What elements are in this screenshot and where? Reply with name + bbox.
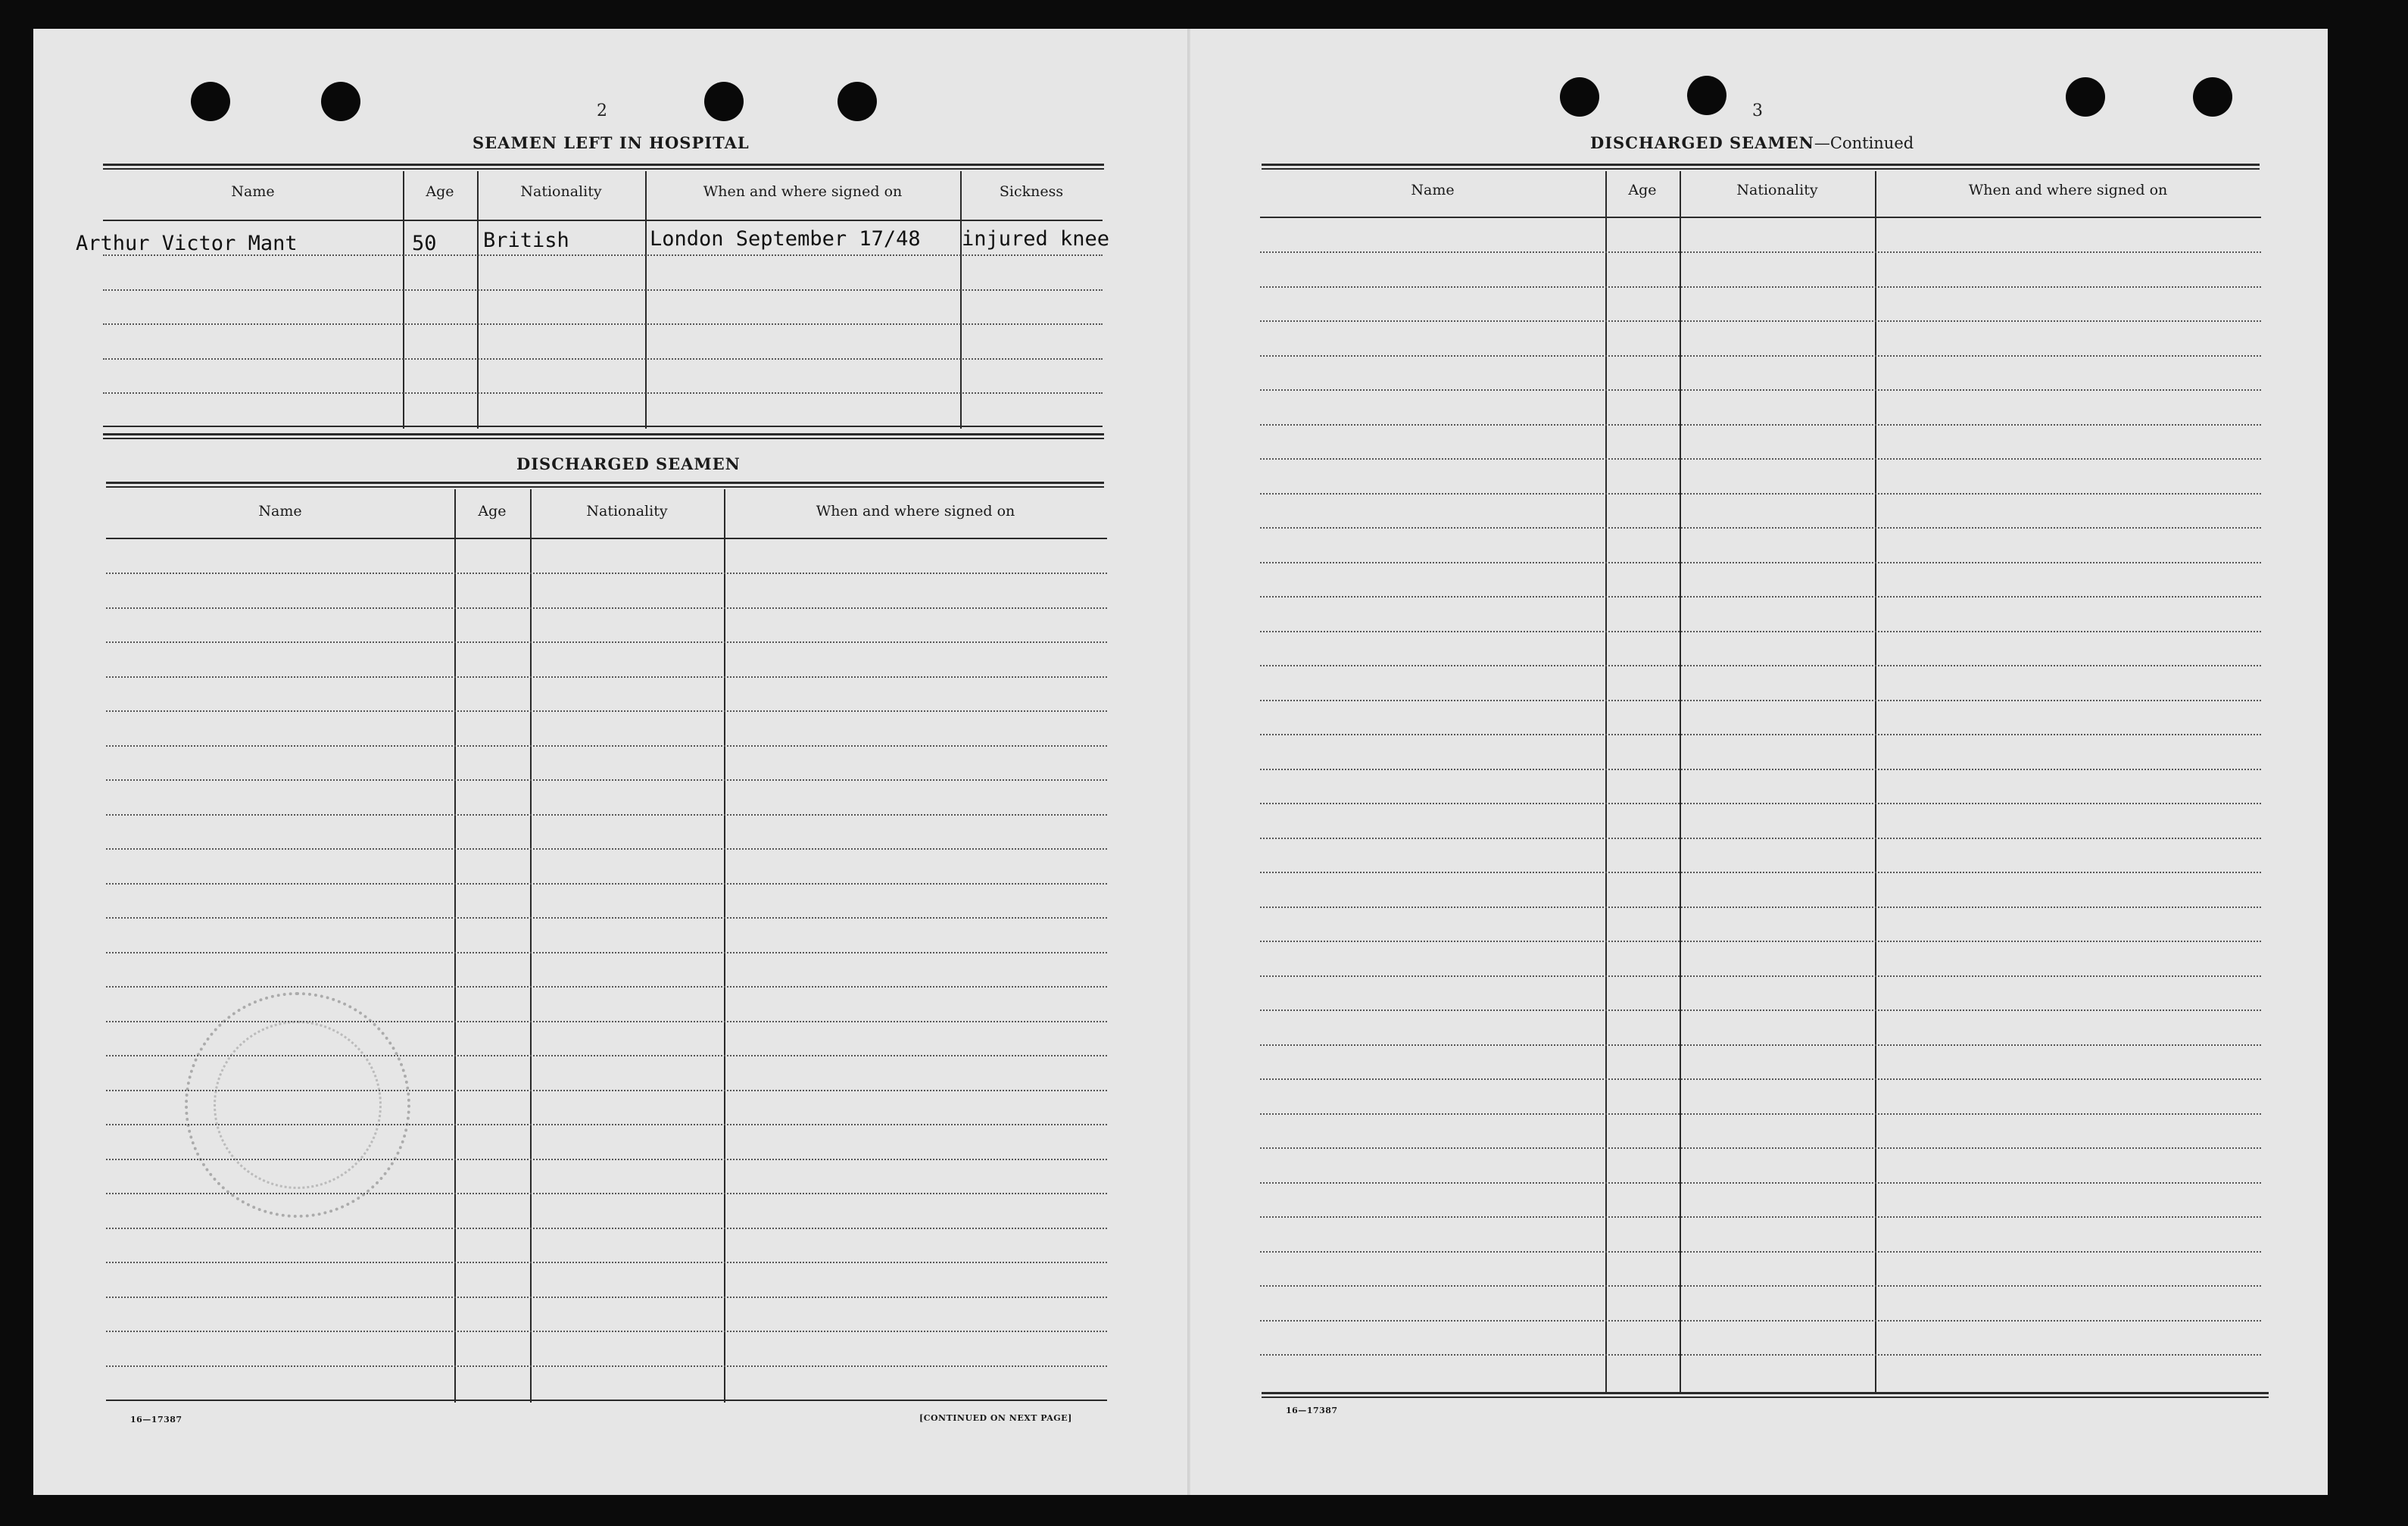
column-header: Age: [1628, 182, 1657, 198]
row-line: [106, 607, 1107, 609]
discharged-continued-title: [1590, 133, 1914, 152]
punch-hole: [2193, 77, 2232, 117]
header-rule: [103, 220, 1103, 221]
punch-hole: [837, 82, 877, 121]
row-line: [1260, 596, 2261, 598]
row-line: [1260, 1147, 2261, 1149]
discharged-top-rule: [106, 482, 1104, 488]
discharged-continued-bottom-rule: [1262, 1392, 2269, 1398]
page-number-left: 2: [597, 101, 607, 120]
row-line: [106, 710, 1107, 712]
row-line: [1260, 562, 2261, 563]
row-line: [106, 779, 1107, 781]
row-line: [1260, 424, 2261, 426]
header-rule: [106, 538, 1107, 539]
row-line: [106, 883, 1107, 885]
discharged-separator-rule: [103, 433, 1104, 439]
row-line: [1260, 1354, 2261, 1356]
row-line: [1260, 493, 2261, 495]
row-line: [103, 358, 1103, 360]
row-line: [106, 1365, 1107, 1367]
row-line: [1260, 355, 2261, 357]
table-bottom-rule: [106, 1400, 1107, 1401]
hospital-nationality-entry: British: [483, 229, 569, 252]
column-header: Nationality: [520, 183, 602, 200]
column-header: Age: [426, 183, 454, 200]
row-line: [1260, 1320, 2261, 1322]
form-number-left: 16—17387: [130, 1415, 182, 1425]
circular-stamp: [185, 992, 410, 1218]
row-line: [106, 573, 1107, 574]
row-line: [106, 848, 1107, 850]
row-line: [106, 1331, 1107, 1332]
punch-hole: [704, 82, 744, 121]
row-line: [106, 641, 1107, 643]
row-line: [106, 986, 1107, 988]
row-line: [1260, 838, 2261, 839]
row-line: [1260, 872, 2261, 873]
column-header: Name: [231, 183, 275, 200]
column-divider: [960, 171, 962, 429]
column-divider: [477, 171, 479, 429]
column-header: When and where signed on: [1968, 182, 2168, 198]
hospital-name-entry: Arthur Victor Mant: [76, 232, 298, 255]
column-header: Nationality: [1736, 182, 1818, 198]
form-number-right: 16—17387: [1286, 1406, 1338, 1415]
row-line: [1260, 1113, 2261, 1115]
column-header: Sickness: [999, 183, 1064, 200]
column-divider: [403, 171, 404, 429]
row-line: [1260, 941, 2261, 942]
page-number-right: 3: [1752, 101, 1763, 120]
column-header: Age: [478, 503, 507, 520]
row-line: [1260, 907, 2261, 908]
discharged-continued-title-suffix: —Continued: [1814, 134, 1914, 152]
row-line: [106, 676, 1107, 678]
hospital-sickness-entry: injured knee: [962, 227, 1110, 251]
row-line: [1260, 458, 2261, 460]
row-line: [106, 952, 1107, 953]
punch-hole: [2066, 77, 2105, 117]
row-line: [106, 745, 1107, 747]
row-line: [1260, 975, 2261, 977]
row-line: [1260, 700, 2261, 701]
row-line: [1260, 1251, 2261, 1253]
row-line: [1260, 734, 2261, 735]
row-line: [1260, 803, 2261, 804]
hospital-signed-on-entry: London September 17/48: [650, 227, 921, 251]
column-divider: [724, 489, 725, 1403]
row-line: [1260, 389, 2261, 391]
column-header: Name: [1411, 182, 1455, 198]
row-line: [1260, 1182, 2261, 1184]
hospital-top-rule: [103, 164, 1104, 170]
discharged-continued-title-main: DISCHARGED SEAMEN: [1590, 133, 1814, 152]
row-line: [106, 814, 1107, 816]
row-line: [1260, 1216, 2261, 1218]
hospital-age-entry: 50: [412, 232, 437, 255]
row-line: [1260, 286, 2261, 288]
discharged-continued-top-rule: [1262, 164, 2260, 170]
row-line: [103, 323, 1103, 325]
row-line: [106, 1228, 1107, 1229]
table-bottom-rule: [103, 426, 1103, 427]
row-line: [1260, 769, 2261, 770]
column-divider: [530, 489, 532, 1403]
header-rule: [1260, 217, 2261, 218]
document-sheet: [33, 29, 2328, 1495]
row-line: [1260, 251, 2261, 253]
row-line: [106, 1262, 1107, 1263]
row-line: [1260, 1285, 2261, 1287]
punch-hole: [321, 82, 360, 121]
column-header: Nationality: [586, 503, 668, 520]
discharged-section-title: DISCHARGED SEAMEN: [516, 454, 741, 473]
row-line: [106, 917, 1107, 919]
column-header: When and where signed on: [703, 183, 903, 200]
continued-note: [CONTINUED ON NEXT PAGE]: [919, 1413, 1072, 1423]
row-line: [103, 392, 1103, 394]
row-line: [1260, 631, 2261, 632]
column-divider: [454, 489, 456, 1403]
punch-hole: [191, 82, 230, 121]
column-divider: [645, 171, 647, 429]
row-line: [1260, 527, 2261, 529]
row-line: [1260, 1044, 2261, 1046]
column-header: When and where signed on: [816, 503, 1015, 520]
row-line: [1260, 1078, 2261, 1080]
row-line: [1260, 1010, 2261, 1011]
punch-hole: [1560, 77, 1599, 117]
punch-hole: [1687, 76, 1726, 115]
column-header: Name: [258, 503, 302, 520]
hospital-section-title: SEAMEN LEFT IN HOSPITAL: [473, 133, 750, 152]
row-line: [1260, 665, 2261, 666]
row-line: [106, 1297, 1107, 1298]
row-line: [1260, 320, 2261, 322]
page-fold: [1187, 29, 1190, 1495]
row-line: [103, 289, 1103, 291]
